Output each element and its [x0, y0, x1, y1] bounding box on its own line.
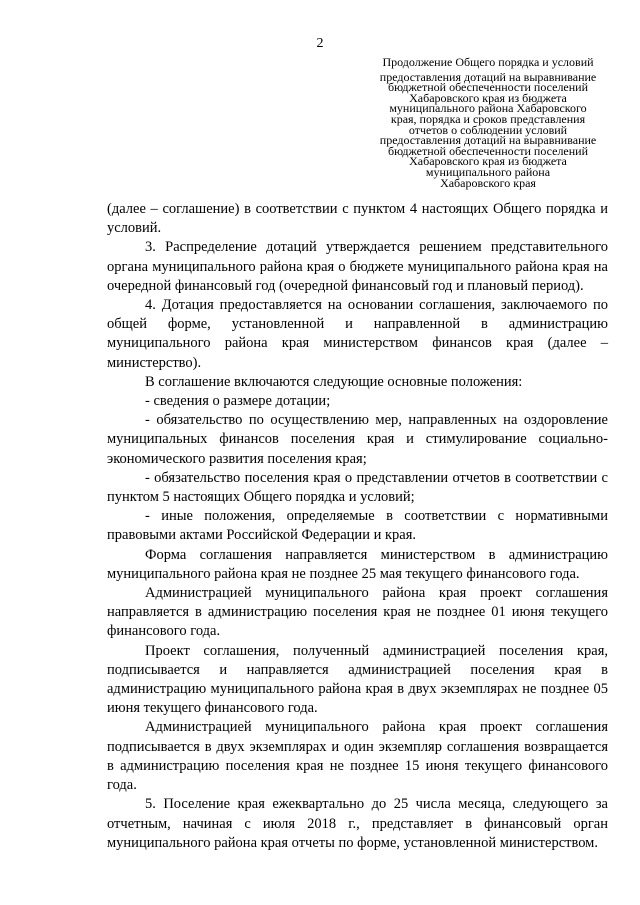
document-body	[107, 200, 608, 853]
header-line: отчетов о соблюдении условий	[408, 122, 568, 137]
paragraph-draft-to-settlement: Администрацией муниципального района края проект соглашения направляется в администрацию поселения края не позднее 01 июня текущего финансового года.	[107, 585, 608, 640]
list-item-finance-measures: - обязательство по осуществлению мер, направленных на оздоровление муниципальных финансов поселения края и стимулирование социально-экономического развития поселения края;	[107, 412, 608, 467]
continuation-header	[364, 57, 612, 188]
header-line: Хабаровского края	[440, 175, 536, 190]
paragraph-draft-signing: Проект соглашения, полученный администрацией поселения края, подписывается и направляется администрацией поселения края в администрацию муниципального района края в двух экземплярах не позднее 05 июня текущего финансового года.	[107, 642, 608, 717]
header-line: бюджетной обеспеченности поселений	[387, 143, 589, 158]
paragraph-continuation: (далее – соглашение) в соответствии с пунктом 4 настоящих Общего порядка и условий.	[107, 201, 608, 237]
page-number: 2	[316, 36, 324, 51]
header-line: предоставления дотаций на выравнивание	[379, 69, 597, 84]
paragraph-agreement-intro: В соглашение включаются следующие основные положения:	[145, 373, 523, 390]
header-line: Продолжение Общего порядка и условий	[382, 55, 594, 69]
list-item-other-provisions: - иные положения, определяемые в соответствии с нормативными правовыми актами Российской Федерации и края.	[107, 508, 608, 544]
header-line: предоставления дотаций на выравнивание	[379, 133, 597, 148]
header-line: бюджетной обеспеченности поселений	[387, 80, 589, 95]
paragraph-form-sending: Форма соглашения направляется министерством в администрацию муниципального района края не позднее 25 мая текущего финансового года.	[107, 546, 608, 582]
header-line: края, порядка и сроков представления	[390, 111, 586, 126]
header-line: Хабаровского края из бюджета	[409, 154, 567, 169]
paragraph-item-5: 5. Поселение края ежеквартально до 25 числа месяца, следующего за отчетным, начиная с июля 2018 г., представляет в финансовый орган муниципального района края отчеты по форме, установленной министерством.	[107, 796, 608, 851]
paragraph-item-4: 4. Дотация предоставляется на основании соглашения, заключаемого по общей форме, установленной и направленной в администрацию муниципального района края министерством финансов края (далее – министерство).	[107, 297, 608, 371]
paragraph-item-3: 3. Распределение дотаций утверждается решением представительного органа муниципального района края о бюджете муниципального района края на очередной финансовый год (очередной финансовый год и плановый период).	[107, 239, 608, 294]
list-item-subsidy-size: - сведения о размере дотации;	[145, 393, 331, 410]
paragraph-draft-return: Администрацией муниципального района края проект соглашения подписывается в двух экземплярах и один экземпляр соглашения возвращается в администрацию поселения края не позднее 15 июня текущего финансового года.	[107, 719, 608, 794]
header-line: Хабаровского края из бюджета	[409, 90, 567, 105]
header-line: муниципального района	[425, 164, 551, 179]
header-line: муниципального района Хабаровского	[389, 101, 587, 116]
list-item-reporting: - обязательство поселения края о представлении отчетов в соответствии с пунктом 5 настоящих Общего порядка и условий;	[107, 469, 608, 506]
